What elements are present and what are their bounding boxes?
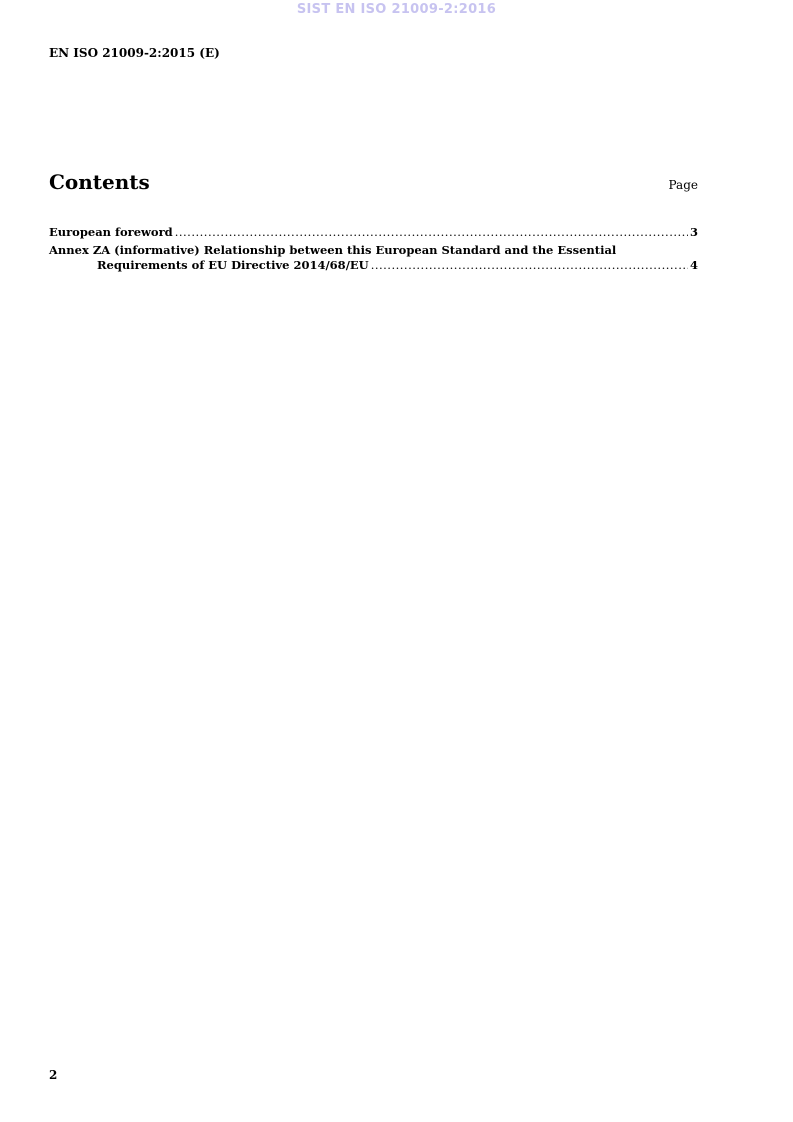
toc-entry-title-line2: Requirements of EU Directive 2014/68/EU <box>97 258 369 272</box>
watermark: SIST EN ISO 21009-2:2016 <box>296 2 497 17</box>
table-of-contents <box>49 225 698 273</box>
page-column-label: Page <box>668 178 698 192</box>
toc-leader-dots <box>175 225 688 240</box>
toc-entry-page: 4 <box>689 258 698 272</box>
document-id: EN ISO 21009-2:2015 (E) <box>49 46 220 60</box>
toc-entry-title: European foreword <box>49 225 173 239</box>
toc-entry-title-line1: Annex ZA (informative) Relationship between this European Standard and the Essential <box>49 243 617 257</box>
toc-entry-european-foreword[interactable] <box>49 225 698 240</box>
toc-entry-page: 3 <box>689 225 698 239</box>
toc-leader-dots <box>371 258 688 273</box>
page-number: 2 <box>49 1068 58 1082</box>
toc-entry-annex-za[interactable] <box>49 243 698 273</box>
contents-heading: Contents <box>49 170 150 194</box>
